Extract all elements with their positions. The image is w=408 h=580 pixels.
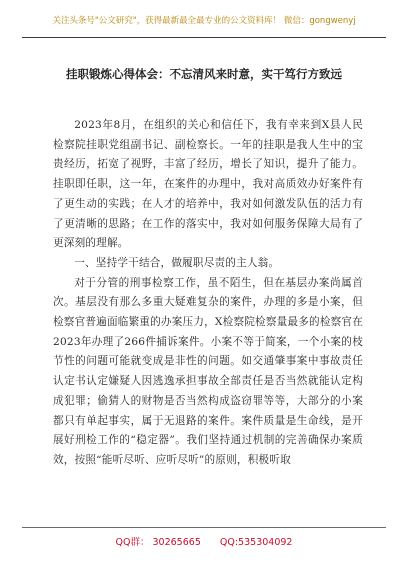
footer-divider — [22, 527, 386, 528]
paragraph-section-1: 对于分管的刑事检察工作，虽不陌生，但在基层办案尚属首次。基层没有那么多重大疑难复杂的案件，办理的多是小案，但检察官普遍面临繁重的办案压力，X检察院检察量最多的检察官在2023年办理了266件捕诉案件。小案不等于简案，一个小案的枝节性的问题可能就变成是非性的问题。如交通肇事案中事故责任认定书认定嫌疑人因逃逸承担事故全部责任是否当然就能认定构成犯罪；偷猜人的财物是否当然构成盗窃罪等等，大部分的小案都只有单起事实，属于无退路的案件。案件质量是生命线，是开展好刑检工作的“稳定器”。我们坚持通过机制的完善确保办案质效，按照“能听尽听、应听尽听”的原则，积极听取 — [53, 276, 363, 466]
promo-header: 关注头条号"公文研究"，获得最新最全最专业的公文资料库！ 微信：gongwenyj — [52, 16, 356, 26]
contact-footer — [0, 534, 408, 548]
qq-group-number: QQ群： 30265665 — [115, 537, 201, 548]
document-title: 挂职锻炼心得体会：不忘清风来时意，实干笃行方致远 — [66, 67, 342, 81]
document-body — [53, 116, 363, 471]
qq-contact-number: QQ:535304092 — [219, 537, 293, 548]
paragraph-intro: 2023年8月，在组织的关心和信任下，我有幸来到X县人民检察院挂职党组副书记、副检察长。一年的挂职是我人生中的宝贵经历，拓宽了视野，丰富了经历，增长了知识，提升了能力。挂职即任职，这一年，在案件的办理中，我对高质效办好案件有了更生动的实践；在人才的培养中，我对如何激发队伍的活力有了更清晰的思路；在工作的落实中，我对如何服务保障大局有了更深刻的理解。 — [53, 119, 363, 250]
header-divider — [22, 37, 386, 38]
section-heading: 一、坚持学干结合，做履职尽责的主人翁。 — [74, 256, 280, 269]
